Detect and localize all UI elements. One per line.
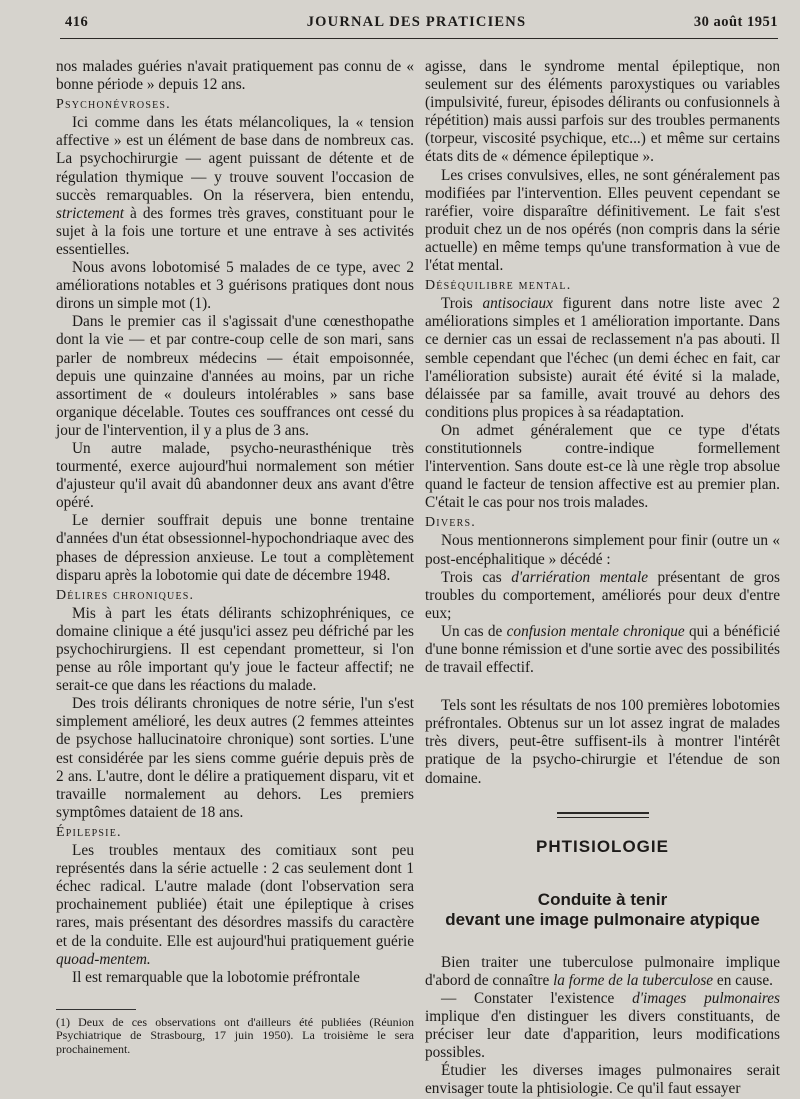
- paragraph: — Constater l'existence d'images pulmonaires implique d'en distinguer les divers constituants, de préciser leur date d'apparition, leurs modifications possibles.: [425, 989, 780, 1062]
- paragraph: Des trois délirants chroniques de notre série, l'un s'est simplement amélioré, les deux autres (2 femmes atteintes de psychose hallucinatoire chronique) sont sorties. L'une est considérée par les siens comme guérie depuis près de 2 ans. L'autre, dont le délire a pratiquement disparu, vit et travaille normalement au dehors. Les premiers symptômes dataient de 18 ans.: [56, 695, 414, 821]
- emphasis: d'arriération mentale: [511, 568, 648, 586]
- paragraph: nos malades guéries n'avait pratiquement pas connu de « bonne période » depuis 12 ans.: [56, 58, 414, 94]
- paragraph: Le dernier souffrait depuis une bonne trentaine d'années d'un état obsessionnel-hypochondriaque avec des phases de dépression anxieuse. Le tout a complètement disparu après la lobotomie qui date de décembre 1948.: [56, 512, 414, 584]
- right-column: [425, 58, 780, 1099]
- emphasis: la forme de la tuberculose: [553, 971, 714, 989]
- paragraph: Les troubles mentaux des comitiaux sont peu représentés dans la série actuelle : 2 cas seulement dont 1 échec radical. L'autre malade (dont l'observation sera prochainement publiée) était une épileptique à crises rares, mais présentant des désordres massifs du caractère et de la conduite. Elle est aujourd'hui pratiquement guérie quoad-mentem.: [56, 842, 414, 968]
- paragraph: Un cas de confusion mentale chronique qui a bénéficié d'une bonne rémission et d'une sortie avec des possibilités de travail effectif.: [425, 622, 781, 677]
- paragraph: Tels sont les résultats de nos 100 premières lobotomies préfrontales. Obtenus sur un lot assez ingrat de malades très divers, peut-être suffisent-ils à montrer l'intérêt pratique de la psycho-chirurgie et l'étendue de son domaine.: [425, 697, 780, 787]
- issue-date: 30 août 1951: [693, 14, 778, 30]
- emphasis: antisociaux: [482, 295, 553, 313]
- section-heading-divers: Divers.: [425, 515, 476, 531]
- left-column: [56, 58, 414, 1056]
- emphasis: d'images pulmonaires: [632, 989, 780, 1007]
- section-ornament: [557, 812, 649, 818]
- article-title: [425, 890, 780, 930]
- emphasis: quoad-mentem.: [56, 950, 151, 968]
- paragraph: Étudier les diverses images pulmonaires serait envisager toute la phtisiologie. Ce qu'il faut essayer: [425, 1062, 780, 1098]
- paragraph: Nous avons lobotomisé 5 malades de ce type, avec 2 améliorations notables et 3 guérisons pratiques dont nous dirons un simple mot (1).: [56, 259, 414, 313]
- page-number: 416: [65, 14, 89, 30]
- paragraph: Un autre malade, psycho-neurasthénique très tourmenté, exerce aujourd'hui normalement son métier d'ajusteur qu'il avait dû abandonner deux ans avant d'être opéré.: [56, 439, 414, 512]
- running-header: [55, 14, 778, 36]
- paragraph: Les crises convulsives, elles, ne sont généralement pas modifiées par l'intervention. Elles peuvent cependant se raréfier, voire disparaître définitivement. Le fait s'est produit chez un de nos opérés (non compris dans la série actuelle) en même temps qu'une transformation à vue de l'état mental.: [425, 166, 780, 275]
- paragraph: Trois cas d'arriération mentale présentant de gros troubles du comportement, améliorés pour deux d'entre eux;: [425, 568, 780, 622]
- section-heading-epilepsie: Épilepsie.: [56, 824, 122, 840]
- paragraph: Mis à part les états délirants schizophréniques, ce domaine clinique a été jusqu'ici assez peu défriché par les psychochirurgiens. Il est cependant prometteur, si l'on pense au rôle important qu'y joue le facteur affectif; ne serait-ce que dans les réactions du malade.: [56, 604, 414, 695]
- paragraph: Nous mentionnerons simplement pour finir (outre un « post-encéphalitique » décédé :: [425, 532, 780, 568]
- footnote-rule: [56, 1009, 136, 1010]
- paragraph: Ici comme dans les états mélancoliques, la « tension affective » est un élément de base dans de nombreux cas. La psychochirurgie — agent puissant de détente et de régulation thymique — y trouve souvent l'occasion de succès remarquables. On la réservera, bien entendu, strictement à des formes très graves, constituant pour le sujet à la fois une torture et une entrave à ses activités essentielles.: [56, 114, 414, 258]
- section-title: PHTISIOLOGIE: [536, 836, 669, 856]
- footnote: (1) Deux de ces observations ont d'ailleurs été publiées (Réunion Psychiatrique de Strasbourg, 17 juin 1950). La troisième le sera prochainement.: [56, 1014, 414, 1056]
- section-heading-psychonevroses: Psychonévroses.: [56, 97, 171, 113]
- paragraph: On admet généralement que ce type d'états constitutionnels contre-indique formellement l'intervention. Sans doute est-ce là une règle trop absolue quand le facteur de tension affective est au premier plan. C'était le cas pour nos trois malades.: [425, 421, 780, 512]
- paragraph: Il est remarquable que la lobotomie préfrontale: [72, 968, 360, 986]
- article-title-line: Conduite à tenir: [537, 889, 668, 909]
- header-rule: [60, 38, 778, 39]
- paragraph: agisse, dans le syndrome mental épileptique, non seulement sur des éléments paroxystiques ou variables (impulsivité, fureur, épisodes délirants ou confusionnels à répétition) mais aussi parfois sur des troubles permanents (torpeur, viscosité psychique, etc...) et même sur certains états dits de « démence épileptique ».: [425, 58, 780, 166]
- section-heading-delires: Délires chroniques.: [56, 587, 195, 603]
- emphasis: strictement: [56, 204, 124, 222]
- article-title-line: devant une image pulmonaire atypique: [445, 909, 760, 929]
- paragraph: Bien traiter une tuberculose pulmonaire implique d'abord de connaître la forme de la tuberculose en cause.: [425, 953, 780, 989]
- paragraph: Trois antisociaux figurent dans notre liste avec 2 améliorations simples et 1 amélioration importante. Dans ce dernier cas un essai de reclassement n'a pas abouti. Il semble cependant que l'échec (un demi échec en fait, car l'amélioration subsiste) aurait été évité si la malade, délaissée par sa famille, avait trouvé au dehors des conditions plus propices à sa réadaptation.: [425, 295, 781, 421]
- journal-title: JOURNAL DES PRATICIENS: [306, 14, 527, 30]
- section-heading-desequilibre: Déséquilibre mental.: [425, 278, 572, 294]
- paragraph: Dans le premier cas il s'agissait d'une cœnesthopathe dont la vie — et par contre-coup celle de son mari, sans parler de nombreux médecins — était empoisonnée, depuis une quinzaine d'années au moins, par un riche assortiment de « douleurs intolérables » sans base organique décelable. Toutes ces souffrances ont cessé du jour de l'intervention, il y a plus de 3 ans.: [56, 313, 414, 439]
- emphasis: confusion mentale chronique: [506, 622, 685, 640]
